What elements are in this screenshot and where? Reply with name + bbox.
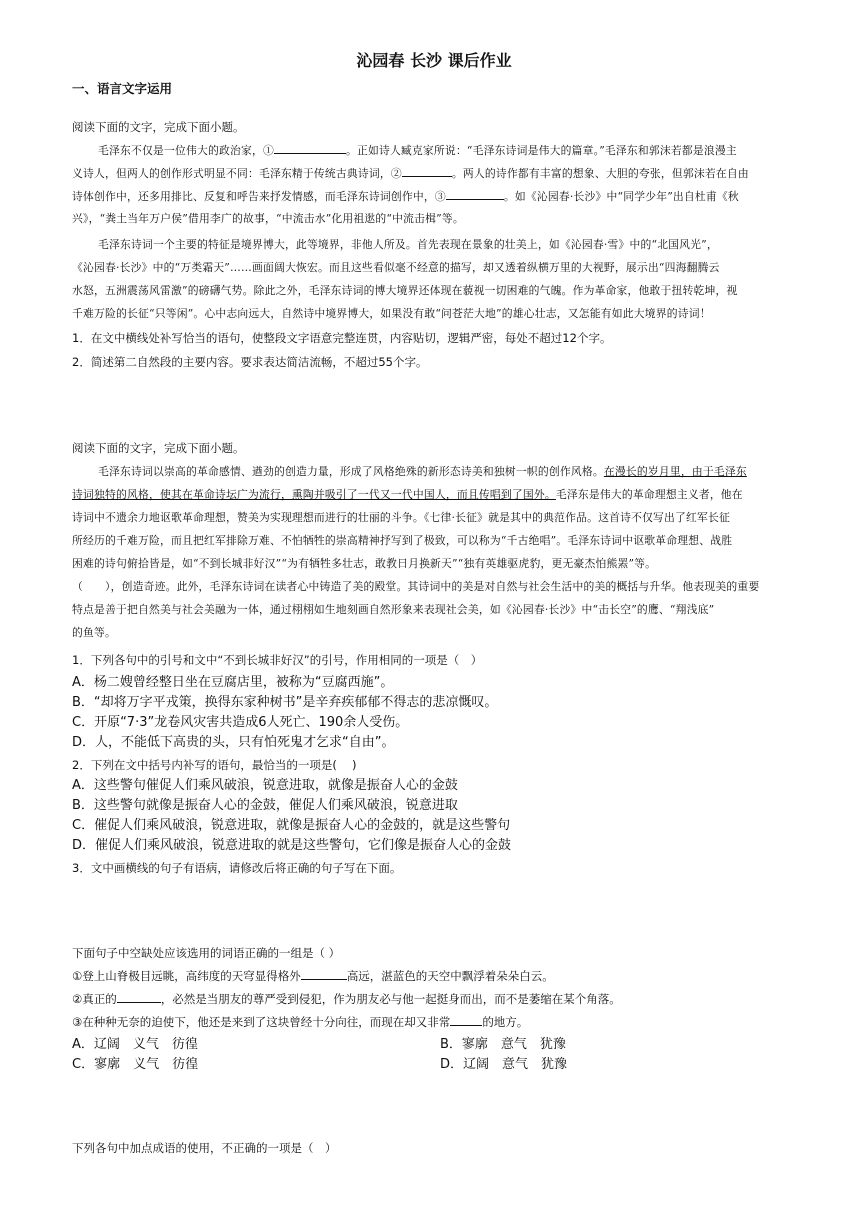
sentence-2: ②真正的 ，必然是当朋友的尊严受到侵犯，作为朋友必与他一起挺身而出，而不是萎缩在某个角落。 xyxy=(72,992,621,1006)
passage2-line: 困难的诗句俯拾皆是，如“不到长城非好汉”“为有牺牲多壮志，敢教日月换新天”“独有英雄驱虎豹，更无豪杰怕熊罴”等。 xyxy=(72,557,657,570)
option-a[interactable]: A．辽阔 义气 彷徨 xyxy=(72,1037,198,1052)
option-c[interactable]: C．催促人们乘风破浪，锐意进取，就像是振奋人心的金鼓的，就是这些警句 xyxy=(72,818,511,833)
sentence-1: ①登上山脊极目远眺，高纬度的天穹显得格外 高远，湛蓝色的天空中飘浮着朵朵白云。 xyxy=(72,969,554,983)
passage1-line: 义诗人，但两人的创作形式明显不同：毛泽东精于传统古典诗词，② 。两人的诗作都有丰富的想象、大胆的夸张，但郭沫若在自由 xyxy=(72,164,798,183)
option-b[interactable]: B．寥廓 意气 犹豫 xyxy=(440,1037,566,1052)
question-4-intro: 下列各句中加点成语的使用，不正确的一项是（ ） xyxy=(72,1141,337,1155)
underlined-sentence: 在漫长的岁月里，由于毛泽东 xyxy=(603,465,747,478)
answer-blank-1[interactable] xyxy=(274,141,346,154)
passage1-line: 毛泽东诗词一个主要的特征是境界博大，此等境界，非他人所及。首先表现在景象的壮美上，如《沁园春·雪》中的“北国风光”， xyxy=(98,238,718,251)
passage2-line: 诗词独特的风格，使其在革命诗坛广为流行，熏陶并吸引了一代又一代中国人，而且传唱到了国外。毛泽东是伟大的革命理想主义者，他在 xyxy=(72,488,743,501)
option-d[interactable]: D．催促人们乘风破浪，锐意进取的就是这些警句，它们像是振奋人心的金鼓 xyxy=(72,838,512,853)
question-2-1: 1．下列各句中的引号和文中“不到长城非好汉”的引号，作用相同的一项是（ ） xyxy=(72,653,483,667)
option-a[interactable]: A．杨二嫂曾经整日坐在豆腐店里，被称为“豆腐西施”。 xyxy=(72,675,394,690)
reading-intro-1: 阅读下面的文字，完成下面小题。 xyxy=(72,120,245,134)
passage1-line: 《沁园春·长沙》中的“万类霜天”……画面阔大恢宏。而且这些看似毫不经意的描写，却又透着纵横万里的大视野，展示出“四海翻腾云 xyxy=(72,261,720,274)
underlined-sentence: 诗词独特的风格，使其在革命诗坛广为流行，熏陶并吸引了一代又一代中国人，而且传唱到了国外。 xyxy=(72,488,556,501)
passage1-line: 水怒，五洲震荡风雷激”的磅礴气势。除此之外，毛泽东诗词的博大境界还体现在藐视一切困难的气魄。作为革命家，他敢于扭转乾坤，视 xyxy=(72,284,738,297)
passage1-line: 诗体创作中，还多用排比、反复和呼告来抒发情感，而毛泽东诗词创作中，③ 。如《沁园春·长沙》中“同学少年”出自杜甫《秋 xyxy=(72,187,798,206)
question-2-2: 2．下列在文中括号内补写的语句，最恰当的一项是( ) xyxy=(72,758,357,772)
passage1-line: 毛泽东不仅是一位伟大的政治家，① 。正如诗人臧克家所说：“毛泽东诗词是伟大的篇章。”毛泽东和郭沫若都是浪漫主 xyxy=(98,141,824,160)
option-b[interactable]: B．“却将万字平戎策，换得东家种树书”是辛弃疾郁郁不得志的悲凉慨叹。 xyxy=(72,695,498,710)
option-a[interactable]: A．这些警句催促人们乘风破浪，锐意进取，就像是振奋人心的金鼓 xyxy=(72,778,458,793)
answer-blank[interactable] xyxy=(301,967,347,980)
sentence-3: ③在种种无奈的迫使下，他还是来到了这块曾经十分向往，而现在却又非常 的地方。 xyxy=(72,1015,529,1029)
passage1-line: 千难万险的长征“只等闲”。心中志向远大，自然诗中境界博大，如果没有敢“问苍茫大地”的雄心壮志，又怎能有如此大境界的诗词！ xyxy=(72,307,711,320)
passage2-line: 毛泽东诗词以崇高的革命感情、遒劲的创造力量，形成了风格绝殊的新形态诗美和独树一帜的创作风格。在漫长的岁月里，由于毛泽东 xyxy=(98,465,747,478)
reading-intro-2: 阅读下面的文字，完成下面小题。 xyxy=(72,441,245,455)
option-d[interactable]: D．人，不能低下高贵的头，只有怕死鬼才乞求“自由”。 xyxy=(72,735,395,750)
option-d[interactable]: D．辽阔 意气 犹豫 xyxy=(440,1057,568,1072)
option-c[interactable]: C．寥廓 义气 彷徨 xyxy=(72,1057,199,1072)
passage2-line: 特点是善于把自然美与社会美融为一体，通过栩栩如生地刻画自然形象来表现社会美，如《沁园春·长沙》中“击长空”的鹰、“翔浅底” xyxy=(72,603,715,616)
section-heading: 一、语言文字运用 xyxy=(72,81,173,96)
question-2: 2．简述第二自然段的主要内容。要求表达简洁流畅，不超过55个字。 xyxy=(72,355,428,369)
question-3-intro: 下面句子中空缺处应该选用的词语正确的一组是（ ） xyxy=(72,946,341,960)
passage2-line: 诗词中不遗余力地讴歌革命理想，赞美为实现理想而进行的壮丽的斗争。《七律·长征》就是其中的典范作品。这首诗不仅写出了红军长征 xyxy=(72,511,731,524)
passage2-line: 所经历的千难万险，而且把红军排除万难、不怕牺牲的崇高精神抒写到了极致，可以称为“千古绝唱”。毛泽东诗词中讴歌革命理想、战胜 xyxy=(72,534,733,547)
answer-blank-2[interactable] xyxy=(402,164,452,177)
option-b[interactable]: B．这些警句就像是振奋人心的金鼓，催促人们乘风破浪，锐意进取 xyxy=(72,798,458,813)
passage2-line: （ ），创造奇迹。此外，毛泽东诗词在读者心中铸造了美的殿堂。其诗词中的美是对自然与社会生活中的美的概括与升华。他表现美的重要 xyxy=(72,580,760,593)
question-2-3: 3．文中画横线的句子有语病，请修改后将正确的句子写在下面。 xyxy=(72,861,402,875)
page-title: 沁园春 长沙 课后作业 xyxy=(356,51,512,70)
question-1: 1．在文中横线处补写恰当的语句，使整段文字语意完整连贯，内容贴切，逻辑严密，每处不超过12个字。 xyxy=(72,331,612,345)
passage1-line: 兴》，“粪土当年万户侯”借用李广的故事，“中流击水”化用祖逖的“中流击楫”等。 xyxy=(72,212,464,225)
passage2-line: 的鱼等。 xyxy=(72,626,116,639)
answer-blank[interactable] xyxy=(117,990,161,1003)
answer-blank[interactable] xyxy=(450,1013,482,1026)
answer-blank-3[interactable] xyxy=(446,187,504,200)
option-c[interactable]: C．开原“7·3”龙卷风灾害共造成6人死亡、190余人受伤。 xyxy=(72,715,409,730)
